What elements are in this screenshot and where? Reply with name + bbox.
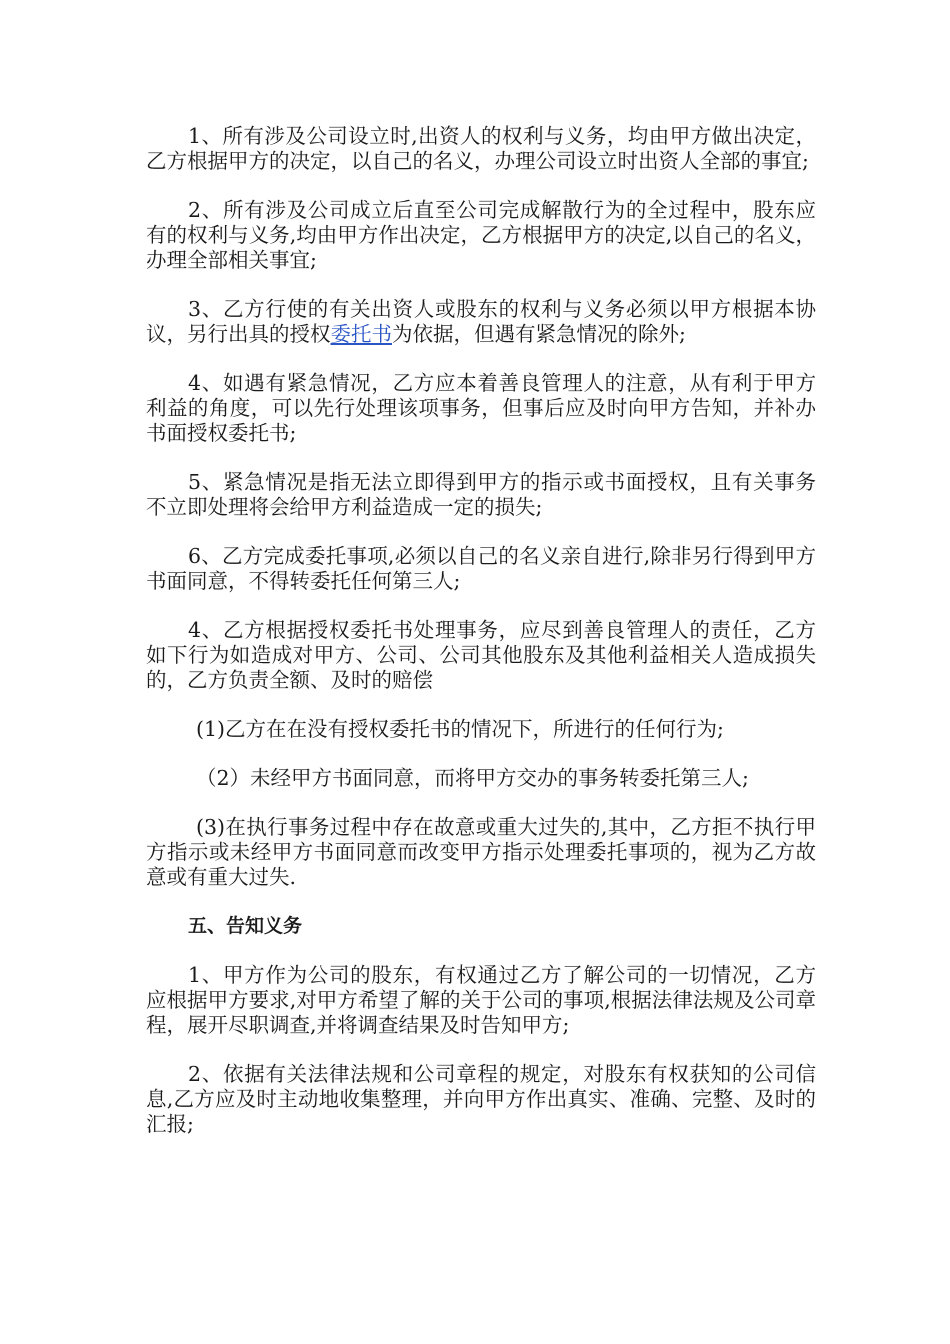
clause-4-liability: 4、乙方根据授权委托书处理事务，应尽到善良管理人的责任，乙方如下行为如造成对甲方、公司、公司其他股东及其他利益相关人造成损失的，乙方负责全额、及时的赔偿 [146,618,816,692]
notify-clause-2: 2、依据有关法律法规和公司章程的规定，对股东有权获知的公司信息,乙方应及时主动地收集整理，并向甲方作出真实、准确、完整、及时的汇报; [146,1062,816,1136]
section-heading-notification: 五、告知义务 [188,915,303,937]
clause-6: 6、乙方完成委托事项,必须以自己的名义亲自进行,除非另行得到甲方书面同意，不得转委托任何第三人; [146,544,816,593]
document-body [146,124,816,1161]
sub-item-3: (3)在执行事务过程中存在故意或重大过失的,其中，乙方拒不执行甲方指示或未经甲方书面同意而改变甲方指示处理委托事项的，视为乙方故意或有重大过失. [146,815,816,889]
clause-5: 5、紧急情况是指无法立即得到甲方的指示或书面授权，且有关事务不立即处理将会给甲方利益造成一定的损失; [146,470,816,519]
clause-1: 1、所有涉及公司设立时,出资人的权利与义务，均由甲方做出决定，乙方根据甲方的决定，以自己的名义，办理公司设立时出资人全部的事宜; [146,124,816,173]
clause-3-text-before: 3、乙方行使的有关出资人或股东的权利与义务必须以甲方根据本协议，另行出具的授权 [146,297,816,346]
clause-3 [146,297,816,347]
entrust-letter-link[interactable]: 委托书 [330,322,392,346]
notify-clause-1: 1、甲方作为公司的股东，有权通过乙方了解公司的一切情况，乙方应根据甲方要求,对甲方希望了解的关于公司的事项,根据法律法规及公司章程，展开尽职调查,并将调查结果及时告知甲方; [146,963,816,1037]
sub-item-2: （2）未经甲方书面同意，而将甲方交办的事务转委托第三人; [196,766,749,790]
clause-4-emergency: 4、如遇有紧急情况，乙方应本着善良管理人的注意，从有利于甲方利益的角度，可以先行处理该项事务，但事后应及时向甲方告知，并补办书面授权委托书; [146,371,816,445]
clause-2: 2、所有涉及公司成立后直至公司完成解散行为的全过程中，股东应有的权利与义务,均由甲方作出决定，乙方根据甲方的决定,以自己的名义，办理全部相关事宜; [146,198,816,272]
sub-item-1: (1)乙方在在没有授权委托书的情况下，所进行的任何行为; [196,717,724,741]
clause-3-text-after: 为依据，但遇有紧急情况的除外; [392,322,686,346]
